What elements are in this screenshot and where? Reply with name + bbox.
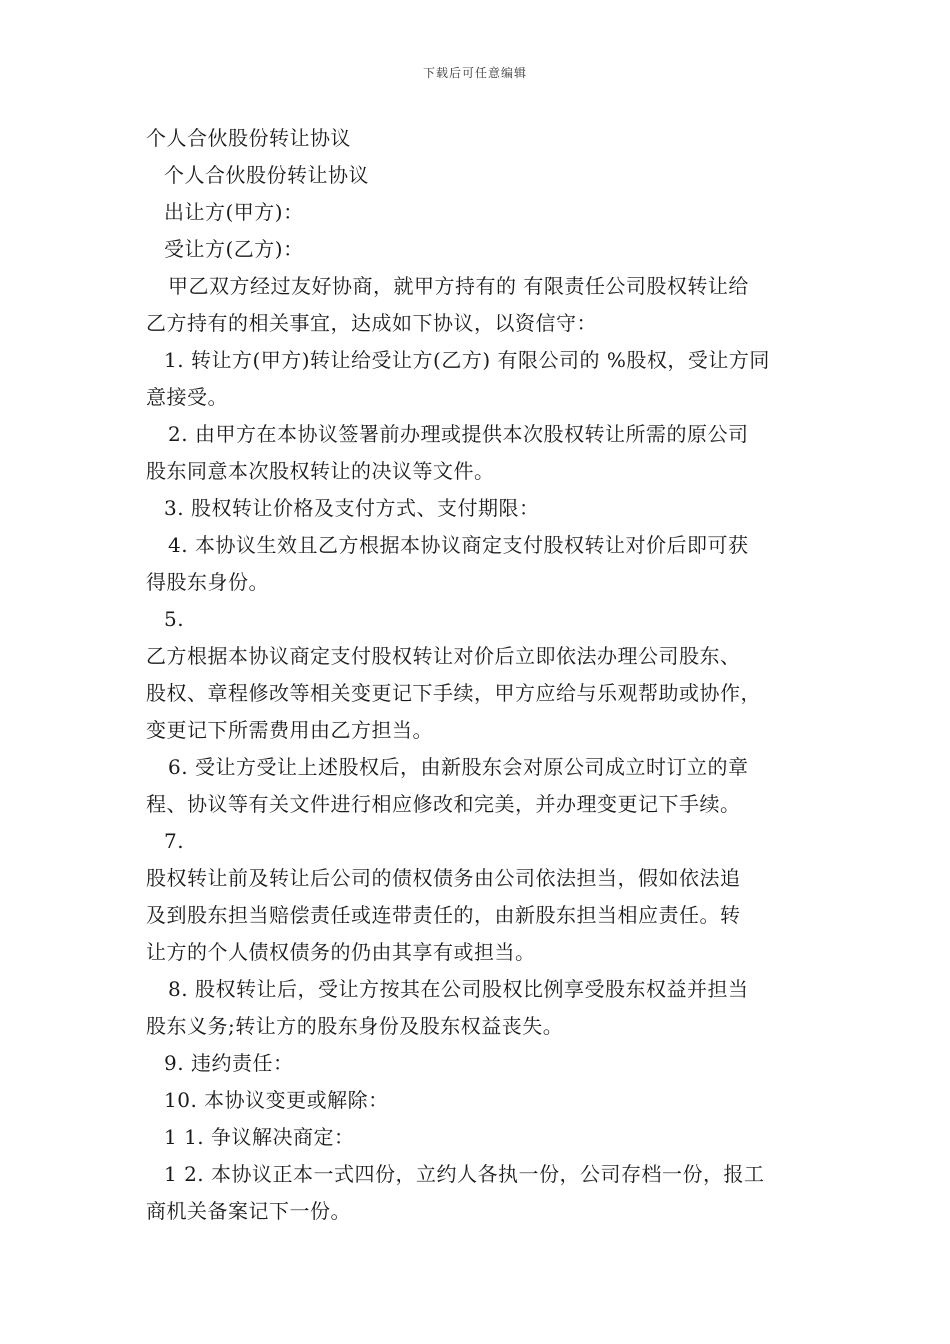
clause-1-line-2: 意接受。 bbox=[146, 385, 228, 409]
clause-12-line-1: 1 2. 本协议正本一式四份，立约人各执一份，公司存档一份，报工 bbox=[164, 1162, 765, 1186]
clause-9: 9. 违约责任： bbox=[164, 1051, 294, 1075]
clause-7-line-3: 让方的个人债权债务的仍由其享有或担当。 bbox=[146, 940, 536, 964]
document-body bbox=[146, 120, 818, 1230]
clause-10: 10. 本协议变更或解除： bbox=[164, 1088, 389, 1112]
transferor-line: 出让方(甲方)： bbox=[164, 200, 304, 224]
clause-8-line-1: 8. 股权转让后，受让方按其在公司股权比例享受股东权益并担当 bbox=[168, 977, 749, 1001]
clause-2-line-2: 股东同意本次股权转让的决议等文件。 bbox=[146, 459, 495, 483]
clause-12-line-2: 商机关备案记下一份。 bbox=[146, 1199, 351, 1223]
clause-4-line-1: 4. 本协议生效且乙方根据本协议商定支付股权转让对价后即可获 bbox=[168, 533, 749, 557]
clause-7-number: 7. bbox=[164, 829, 185, 853]
clause-5-line-1: 乙方根据本协议商定支付股权转让对价后立即依法办理公司股东、 bbox=[146, 644, 741, 668]
clause-4-line-2: 得股东身份。 bbox=[146, 570, 269, 594]
clause-5-number: 5. bbox=[164, 607, 185, 631]
preamble-line-1: 甲乙双方经过友好协商，就甲方持有的 有限责任公司股权转让给 bbox=[168, 274, 749, 298]
doc-title: 个人合伙股份转让协议 bbox=[146, 126, 351, 150]
clause-5-line-3: 变更记下所需费用由乙方担当。 bbox=[146, 718, 433, 742]
preamble-line-2: 乙方持有的相关事宜，达成如下协议，以资信守： bbox=[146, 311, 597, 335]
clause-7-line-1: 股权转让前及转让后公司的债权债务由公司依法担当，假如依法追 bbox=[146, 866, 741, 890]
clause-8-line-2: 股东义务;转让方的股东身份及股东权益丧失。 bbox=[146, 1014, 564, 1038]
clause-6-line-2: 程、协议等有关文件进行相应修改和完美，并办理变更记下手续。 bbox=[146, 792, 741, 816]
clause-7-line-2: 及到股东担当赔偿责任或连带责任的，由新股东担当相应责任。转 bbox=[146, 903, 741, 927]
clause-11: 1 1. 争议解决商定： bbox=[164, 1125, 355, 1149]
clause-2-line-1: 2. 由甲方在本协议签署前办理或提供本次股权转让所需的原公司 bbox=[168, 422, 749, 446]
clause-1-line-1: 1. 转让方(甲方)转让给受让方(乙方) 有限公司的 %股权，受让方同 bbox=[164, 348, 770, 372]
clause-6-line-1: 6. 受让方受让上述股权后，由新股东会对原公司成立时订立的章 bbox=[168, 755, 749, 779]
clause-3: 3. 股权转让价格及支付方式、支付期限： bbox=[164, 496, 540, 520]
clause-5-line-2: 股权、章程修改等相关变更记下手续，甲方应给与乐观帮助或协作， bbox=[146, 681, 761, 705]
transferee-line: 受让方(乙方)： bbox=[164, 237, 304, 261]
agreement-title: 个人合伙股份转让协议 bbox=[164, 163, 369, 187]
page-header: 下载后可任意编辑 bbox=[422, 66, 527, 80]
